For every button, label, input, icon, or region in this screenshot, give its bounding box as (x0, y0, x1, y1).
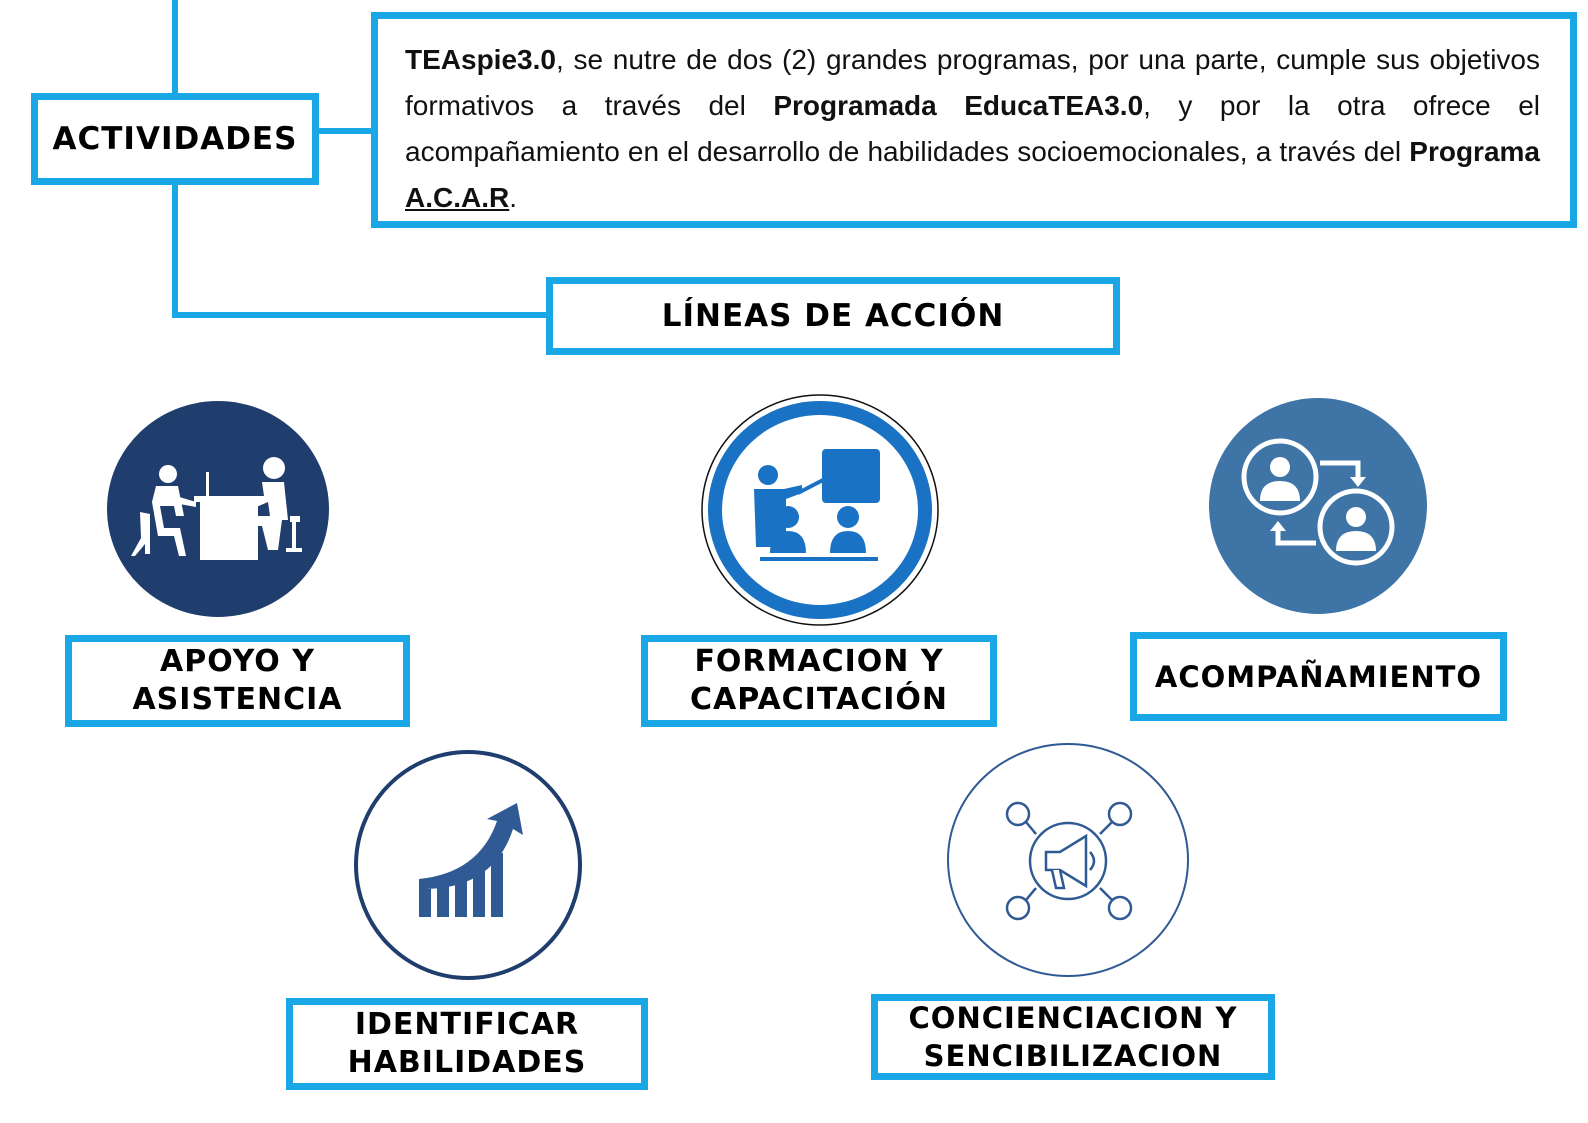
concienciacion-label-1: CONCIENCIACION Y (908, 1001, 1238, 1035)
teaspie-name: TEAspie3.0 (405, 44, 556, 75)
acompanamiento-label: ACOMPAÑAMIENTO (1154, 659, 1483, 694)
identificar-habilidades-box (286, 998, 648, 1090)
description-period: . (509, 182, 518, 213)
meeting-desk-icon (106, 400, 330, 618)
formacion-capacitacion-box (641, 635, 997, 727)
teacher-presentation-icon (700, 393, 940, 627)
programa-label: Programa (1409, 136, 1540, 167)
identificar-habilidades-label-2: HABILIDADES (347, 1045, 587, 1080)
actividades-box (31, 93, 319, 185)
identificar-habilidades-label-1: IDENTIFICAR (354, 1007, 580, 1042)
actividades-label: ACTIVIDADES (52, 121, 298, 157)
formacion-capacitacion-label-1: FORMACION Y (694, 644, 944, 679)
description-text-1: , se nutre de dos (2) grandes programas, por una parte, cumple sus objetivos formativos a través del (405, 44, 1540, 121)
description-box (371, 12, 1577, 228)
lineas-de-accion-box (546, 277, 1120, 355)
user-exchange-icon (1208, 397, 1428, 615)
concienciacion-sencibilizacion-box (871, 994, 1275, 1080)
megaphone-network-icon (946, 742, 1190, 978)
growth-chart-icon (353, 749, 583, 981)
lineas-de-accion-label: LÍNEAS DE ACCIÓN (661, 298, 1005, 334)
concienciacion-label-2: SENCIBILIZACION (923, 1039, 1223, 1073)
apoyo-asistencia-label-2: ASISTENCIA (132, 682, 343, 717)
acar-program-link: A.C.A.R (405, 182, 510, 213)
connector-to-lineas (172, 312, 552, 318)
description-text-2: , y por la otra ofrece el acompañamiento en el desarrollo de habilidades socioemocionales, a través del (405, 90, 1541, 167)
apoyo-asistencia-box (65, 635, 410, 727)
acompanamiento-box (1130, 632, 1507, 721)
apoyo-asistencia-label-1: APOYO Y (160, 644, 315, 679)
formacion-capacitacion-label-2: CAPACITACIÓN (689, 682, 948, 717)
connector-to-description (316, 128, 374, 134)
educatea-program-name: Programada EducaTEA3.0 (773, 90, 1144, 121)
